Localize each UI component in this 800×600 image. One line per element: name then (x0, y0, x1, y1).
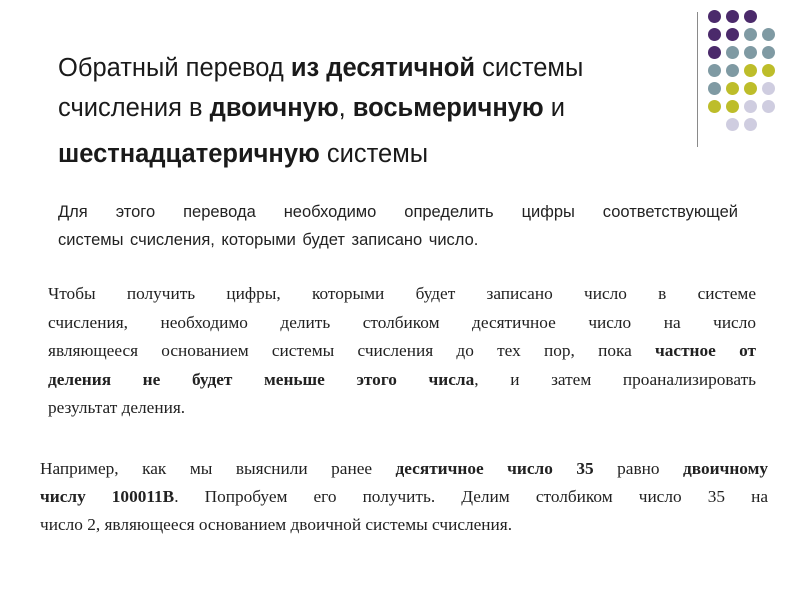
paragraph-method (48, 280, 756, 423)
paragraph-bold-text: деления не будет меньше этого числа (48, 369, 475, 389)
paragraph-line: результат деления. (48, 398, 186, 417)
paragraph-line: Для этого перевода необходимо определить цифры соответствующей (58, 203, 738, 221)
decorative-dot (708, 82, 721, 95)
decorative-dot (762, 64, 775, 77)
decorative-dot (762, 46, 775, 59)
decorative-dot (726, 82, 739, 95)
decorative-dot (762, 82, 775, 95)
title-text: Обратный перевод (58, 54, 291, 82)
paragraph-line (48, 366, 756, 395)
paragraph-line: Чтобы получить цифры, которыми будет записано число в системе (48, 284, 756, 303)
decorative-dot (708, 64, 721, 77)
paragraph-bold-text: двоичному (683, 459, 769, 478)
paragraph-example (40, 455, 768, 539)
title-bold-text: двоичную (209, 94, 339, 122)
title-text: системы (319, 140, 429, 168)
title-bold-text: из десятичной (290, 54, 476, 82)
decorative-dot (726, 28, 739, 41)
decorative-dot (726, 46, 739, 59)
title-text: , (338, 94, 353, 122)
decorative-dot (744, 82, 757, 95)
paragraph-line (40, 455, 768, 483)
paragraph-bold-text: десятичное число 35 (395, 459, 594, 478)
decorative-dot (708, 28, 721, 41)
paragraph-text: являющееся основанием системы счисления до тех пор, пока (48, 341, 656, 360)
paragraph-intro (58, 198, 738, 254)
paragraph-line: системы счисления, которыми будет записано число. (58, 231, 479, 249)
title-text: системы (475, 54, 584, 82)
paragraph-text: , и затем проанализировать (474, 369, 757, 389)
title-bold-text: шестнадцатеричную (58, 140, 320, 168)
decorative-dot (708, 100, 721, 113)
paragraph-line (40, 483, 768, 511)
decorative-dot (744, 100, 757, 113)
decorative-dot (726, 64, 739, 77)
decorative-dot (726, 100, 739, 113)
paragraph-line: число 2, являющееся основанием двоичной системы счисления. (40, 515, 513, 534)
decorative-dot (744, 64, 757, 77)
paragraph-line (48, 337, 756, 366)
decorative-dot (708, 46, 721, 59)
title-line-2 (58, 88, 678, 128)
title-line-1 (58, 48, 678, 88)
decorative-divider-line (697, 12, 698, 147)
decorative-dot (744, 46, 757, 59)
paragraph-text: равно (593, 459, 684, 478)
decorative-dot (762, 100, 775, 113)
title-text: счисления в (58, 94, 210, 122)
paragraph-text: . Попробуем его получить. Делим столбиком число 35 на (174, 487, 768, 506)
decorative-dot (744, 118, 757, 131)
decorative-dot (744, 28, 757, 41)
paragraph-line: счисления, необходимо делить столбиком десятичное число на число (48, 312, 756, 332)
decorative-dot (726, 10, 739, 23)
paragraph-bold-text: числу 100011В (40, 487, 175, 506)
decorative-dot (744, 10, 757, 23)
title-bold-text: восьмеричную (352, 94, 544, 122)
paragraph-bold-text: частное от (655, 341, 756, 360)
decorative-dot (708, 10, 721, 23)
decorative-dot (726, 118, 739, 131)
title-text: и (543, 94, 566, 122)
slide-title (58, 48, 678, 174)
decorative-dot (762, 28, 775, 41)
paragraph-text: Например, как мы выяснили ранее (40, 459, 396, 478)
title-line-3 (58, 134, 678, 174)
